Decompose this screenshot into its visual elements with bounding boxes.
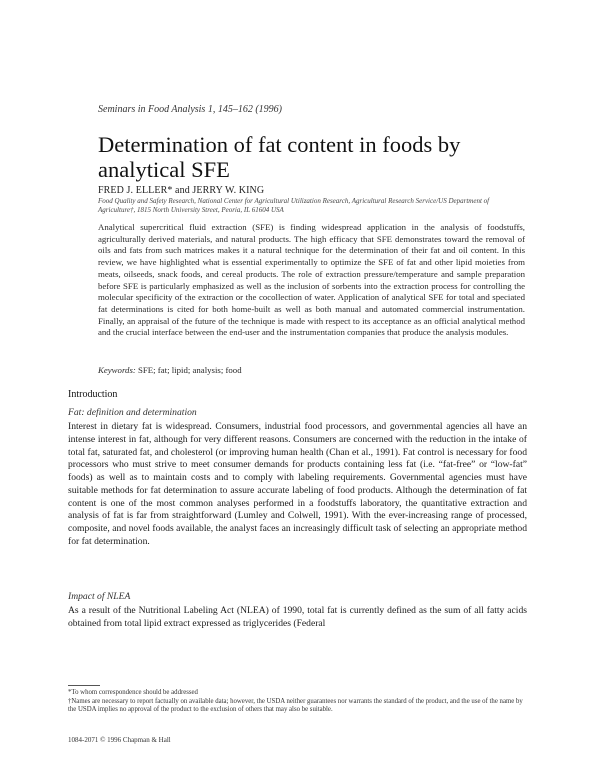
copyright-line: 1084-2071 © 1996 Chapman & Hall bbox=[68, 736, 171, 744]
article-authors: FRED J. ELLER* and JERRY W. KING bbox=[98, 185, 265, 196]
footnote-correspondence: *To whom correspondence should be addressed bbox=[68, 689, 198, 696]
article-title: Determination of fat content in foods by analytical SFE bbox=[98, 132, 461, 182]
keywords-list: SFE; fat; lipid; analysis; food bbox=[138, 365, 242, 375]
footnote-divider bbox=[68, 685, 100, 686]
body-paragraph-2: As a result of the Nutritional Labeling Act (NLEA) of 1990, total fat is currently defined as the sum of all fatty acids obtained from total lipid extract expressed as triglycerides (Federal bbox=[68, 605, 527, 629]
journal-citation: Seminars in Food Analysis 1, 145–162 (1996) bbox=[98, 104, 282, 115]
body-paragraph-1: Interest in dietary fat is widespread. Consumers, industrial food processors, and governmental agencies all have an intense interest in fat, although for very different reasons. Consumers are concerned with the reduction in the intake of total fat, saturated fat, and cholesterol (or improving human health (Chan et al., 1991). Fat control is necessary for food processors who must strive to meet consumer demands for products containing less fat (i.e. “fat-free” or “low-fat” foods) as well as to maintain costs and to comply with labeling requirements. Governmental agencies must have suitable methods for fat determination to assure accurate labeling of food products. Although the determination of fat content is one of the most common analyses performed in a foodstuffs laboratory, the quantitative extraction and analysis of fat is far from straightforward (Lumley and Colwell, 1991). With the ever-increasing range of processed, composite, and novel foods available, the analyst faces an increasingly difficult task of selecting an appropriate method for fat determination. bbox=[68, 421, 527, 547]
abstract-text: Analytical supercritical fluid extraction (SFE) is finding widespread application in the analysis of foodstuffs, agriculturally derived materials, and natural products. The high efficacy that SFE demonstrates toward the removal of oils and fats from such matrices makes it a natural technique for the determination of their fat and oil content. In this review, we have highlighted what is essential experimentally to optimize the SFE of fat and other lipid moieties from meats, oilseeds, snack foods, and cereal products. The role of extraction pressure/temperature and sample preparation before SFE is particularly emphasized as well as the inclusion of sorbents into the extraction process for controlling the molecular specificity of the extraction or the cocollection of water. Application of analytical SFE for total and speciated fat determinations is cited for both home-built as well as both manual and automated commercial instrumentation. Finally, an appraisal of the future of the technique is made with respect to its acceptance as an official analytical method and the crucial interface between the end-user and the instrumentation companies that produce the analysis modules. bbox=[98, 222, 525, 338]
subsection-heading-nlea: Impact of NLEA bbox=[68, 591, 131, 602]
author-affiliation: Food Quality and Safety Research, National Center for Agricultural Utilization Research, Agricultural Research Service/US Department of Agriculture†, 1815 North University Street, Peoria, IL 61604 USA bbox=[98, 197, 490, 214]
keywords-line bbox=[98, 365, 242, 375]
footnotes bbox=[68, 689, 527, 715]
keywords-label: Keywords: bbox=[98, 365, 136, 375]
section-heading-introduction: Introduction bbox=[68, 389, 118, 400]
subsection-heading-fat-definition: Fat: definition and determination bbox=[68, 407, 197, 418]
footnote-disclaimer: †Names are necessary to report factually on available data; however, the USDA neither guarantees nor warrants the standard of the product, and the use of the name by the USDA implies no approval of the product to the exclusion of others that may also be suitable. bbox=[68, 697, 523, 714]
